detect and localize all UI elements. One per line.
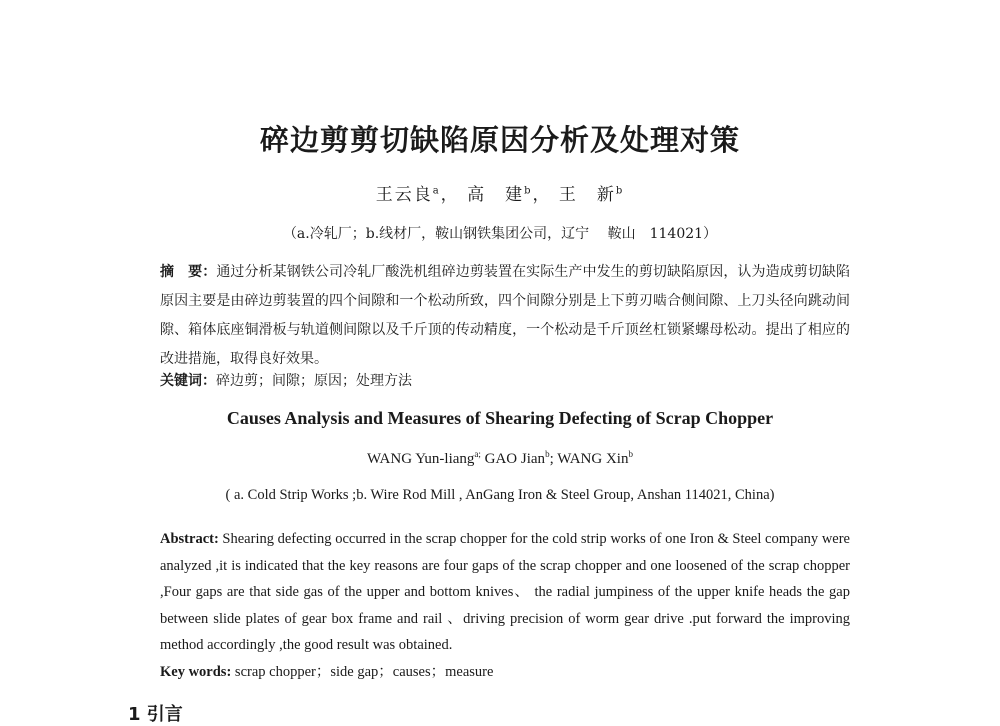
affiliation-en: ( a. Cold Strip Works ;b. Wire Rod Mill , AnGang Iron & Steel Group, Anshan 114021, China)	[225, 487, 775, 503]
abstract-en-label: Abstract:	[160, 531, 219, 547]
keywords-cn-text: 碎边剪；间隙；原因；处理方法	[216, 373, 412, 389]
keywords-cn-label: 关键词：	[160, 373, 216, 389]
abstract-cn	[160, 258, 850, 374]
keywords-cn	[160, 370, 412, 390]
keywords-en-text: scrap chopper；side gap；causes；measure	[231, 664, 494, 680]
authors-en	[0, 449, 1000, 468]
author-sup: b	[628, 449, 633, 459]
author-sup: b	[615, 185, 625, 197]
author-sup: a;	[474, 449, 481, 459]
author-cn: 王云良	[375, 185, 433, 205]
abstract-en-text: Shearing defecting occurred in the scrap chopper for the cold strip works of one Iron & Steel company were analyzed ,it is indicated that the key reasons are four gaps of the scrap chopper and one loosened of the scrap chopper ,Four gaps are that side gas of the upper and bottom knives、 the radial jumpiness of the upper knife heads the gap between slide plates of gear box frame and rail 、driving precision of worm gear drive .put forward the improving method accordingly ,the good result was obtained.	[160, 531, 850, 653]
author-sup: b	[524, 185, 533, 197]
author-cn: 王 新	[558, 185, 616, 205]
author-cn: 高 建	[467, 185, 525, 205]
abstract-en	[160, 526, 850, 659]
author-sep: ，	[440, 185, 460, 205]
author-en: ; WANG Xin	[549, 451, 629, 467]
keywords-en-label: Key words:	[160, 664, 232, 680]
paper-title-cn: 碎边剪剪切缺陷原因分析及处理对策	[259, 123, 740, 157]
keywords-en	[160, 660, 493, 681]
author-en: GAO Jian	[480, 451, 546, 467]
author-en: WANG Yun-liang	[367, 451, 475, 467]
section-heading: 1 引言	[128, 704, 183, 725]
authors-cn	[0, 180, 1000, 205]
author-sep: ，	[532, 185, 552, 205]
abstract-cn-label: 摘 要：	[160, 264, 217, 280]
affiliation-cn: （a.冷轧厂；b.线材厂，鞍山钢铁集团公司，辽宁 鞍山 114021）	[282, 226, 718, 242]
abstract-cn-text: 通过分析某钢铁公司冷轧厂酸洗机组碎边剪装置在实际生产中发生的剪切缺陷原因，认为造成剪切缺陷原因主要是由碎边剪装置的四个间隙和一个松动所致，四个间隙分别是上下剪刃啮合侧间隙、上刀头径向跳动间隙、箱体底座铜滑板与轨道侧间隙以及千斤顶的传动精度，一个松动是千斤顶丝杠锁紧螺母松动。提出了相应的改进措施，取得良好效果。	[160, 264, 851, 367]
author-sup: b	[545, 449, 550, 459]
paper-title-en: Causes Analysis and Measures of Shearing Defecting of Scrap Chopper	[226, 408, 774, 428]
author-sup: a	[432, 185, 441, 197]
